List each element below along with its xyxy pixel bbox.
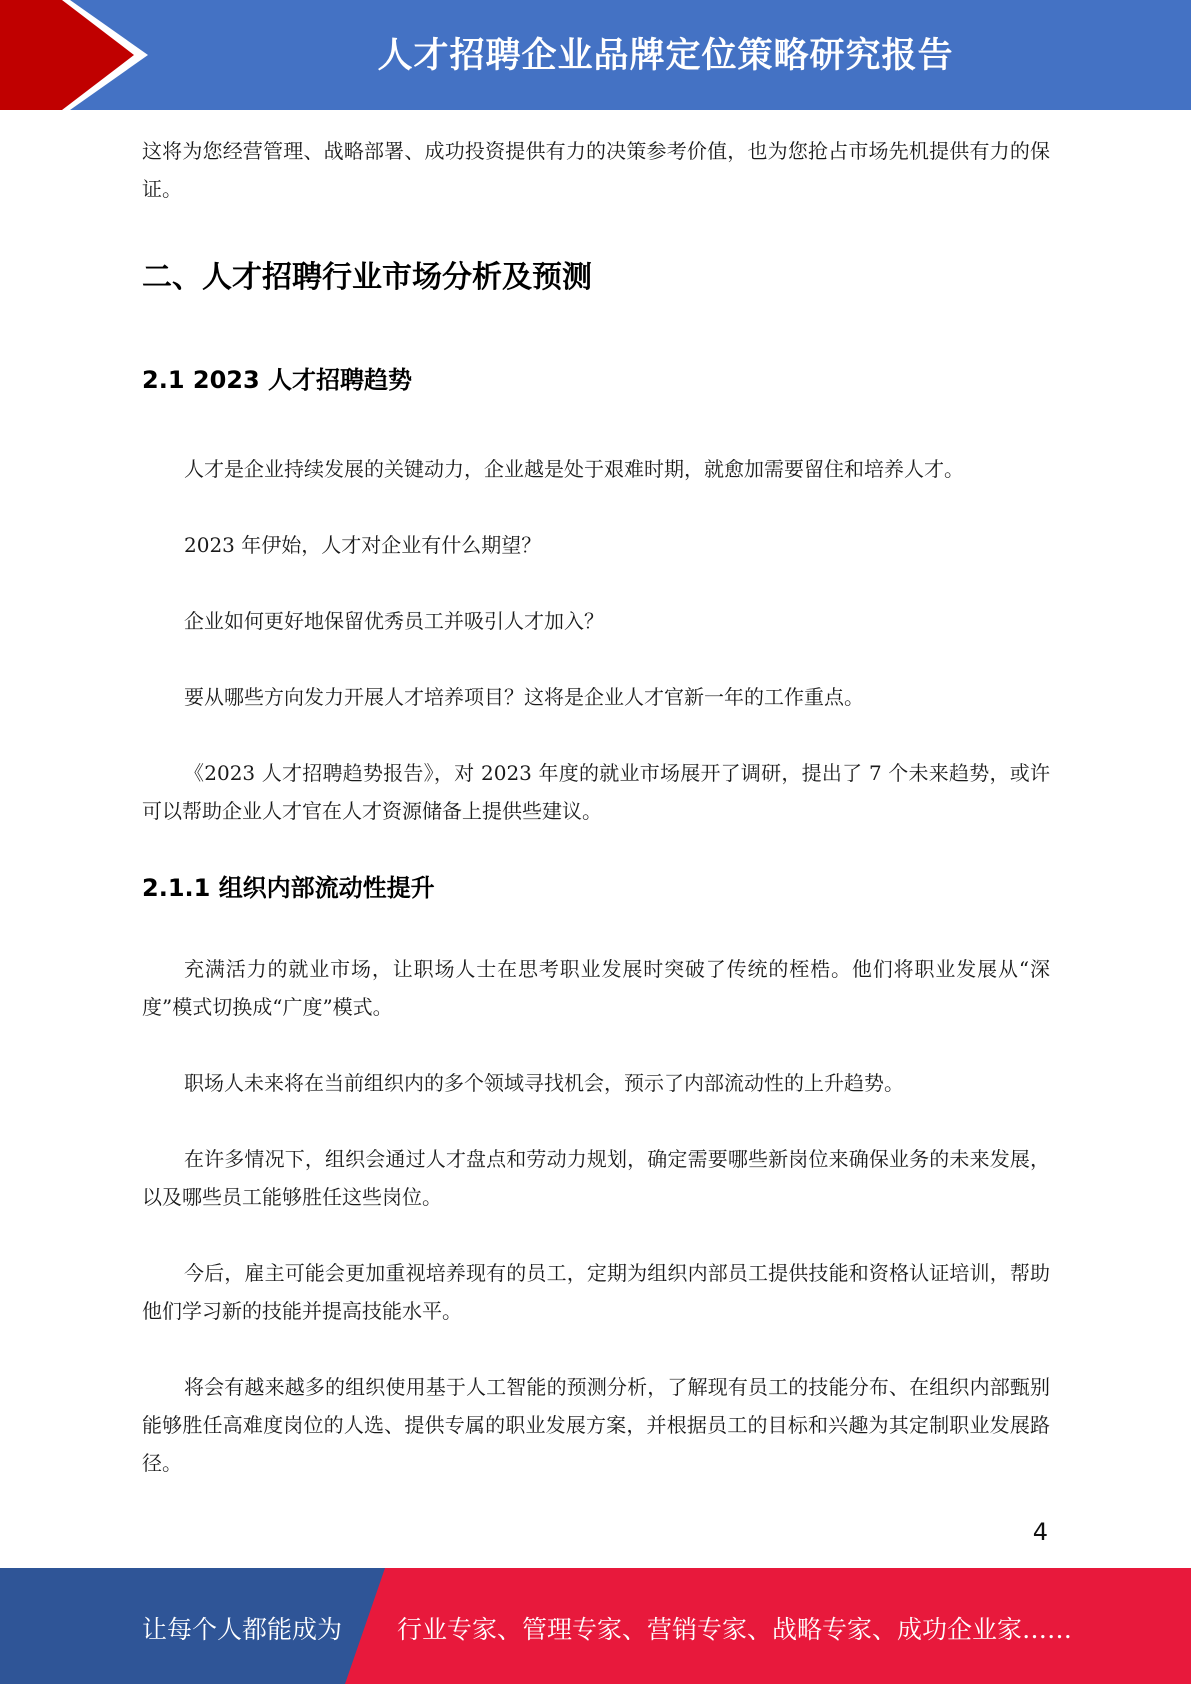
- section-heading: 二、人才招聘行业市场分析及预测: [142, 260, 592, 295]
- intro-paragraph: 这将为您经营管理、战略部署、成功投资提供有力的决策参考价值，也为您抢占市场先机提供有力的保证。: [142, 139, 1050, 201]
- subsection-heading: 2.1 2023 人才招聘趋势: [142, 366, 413, 394]
- paragraph: 今后，雇主可能会更加重视培养现有的员工，定期为组织内部员工提供技能和资格认证培训，帮助他们学习新的技能并提高技能水平。: [142, 1261, 1050, 1323]
- footer-slogan-left: 让每个人都能成为: [142, 1615, 343, 1644]
- page-number: 4: [1032, 1518, 1048, 1546]
- paragraph: 要从哪些方向发力开展人才培养项目？这将是企业人才官新一年的工作重点。: [184, 685, 864, 709]
- paragraph: 2023 年伊始，人才对企业有什么期望？: [184, 533, 542, 557]
- paragraph: 充满活力的就业市场，让职场人士在思考职业发展时突破了传统的桎梏。他们将职业发展从“深度”模式切换成“广度”模式。: [142, 957, 1050, 1019]
- page-footer: [0, 1568, 1191, 1684]
- paragraph: 职场人未来将在当前组织内的多个领域寻找机会，预示了内部流动性的上升趋势。: [184, 1071, 904, 1095]
- paragraph: 人才是企业持续发展的关键动力，企业越是处于艰难时期，就愈加需要留住和培养人才。: [184, 457, 964, 481]
- footer-slogan-right: 行业专家、管理专家、营销专家、战略专家、成功企业家……: [397, 1615, 1073, 1644]
- document-title: 人才招聘企业品牌定位策略研究报告: [377, 36, 954, 76]
- paragraph: 《2023 人才招聘趋势报告》，对 2023 年度的就业市场展开了调研，提出了 7 个未来趋势，或许可以帮助企业人才官在人才资源储备上提供些建议。: [142, 761, 1050, 823]
- subsection-heading: 2.1.1 组织内部流动性提升: [142, 874, 435, 902]
- paragraph: 将会有越来越多的组织使用基于人工智能的预测分析，了解现有员工的技能分布、在组织内部甄别能够胜任高难度岗位的人选、提供专属的职业发展方案，并根据员工的目标和兴趣为其定制职业发展路径。: [142, 1375, 1050, 1475]
- page-header: [0, 0, 1191, 110]
- paragraph: 在许多情况下，组织会通过人才盘点和劳动力规划，确定需要哪些新岗位来确保业务的未来发展，以及哪些员工能够胜任这些岗位。: [142, 1147, 1050, 1209]
- paragraph: 企业如何更好地保留优秀员工并吸引人才加入？: [184, 609, 604, 633]
